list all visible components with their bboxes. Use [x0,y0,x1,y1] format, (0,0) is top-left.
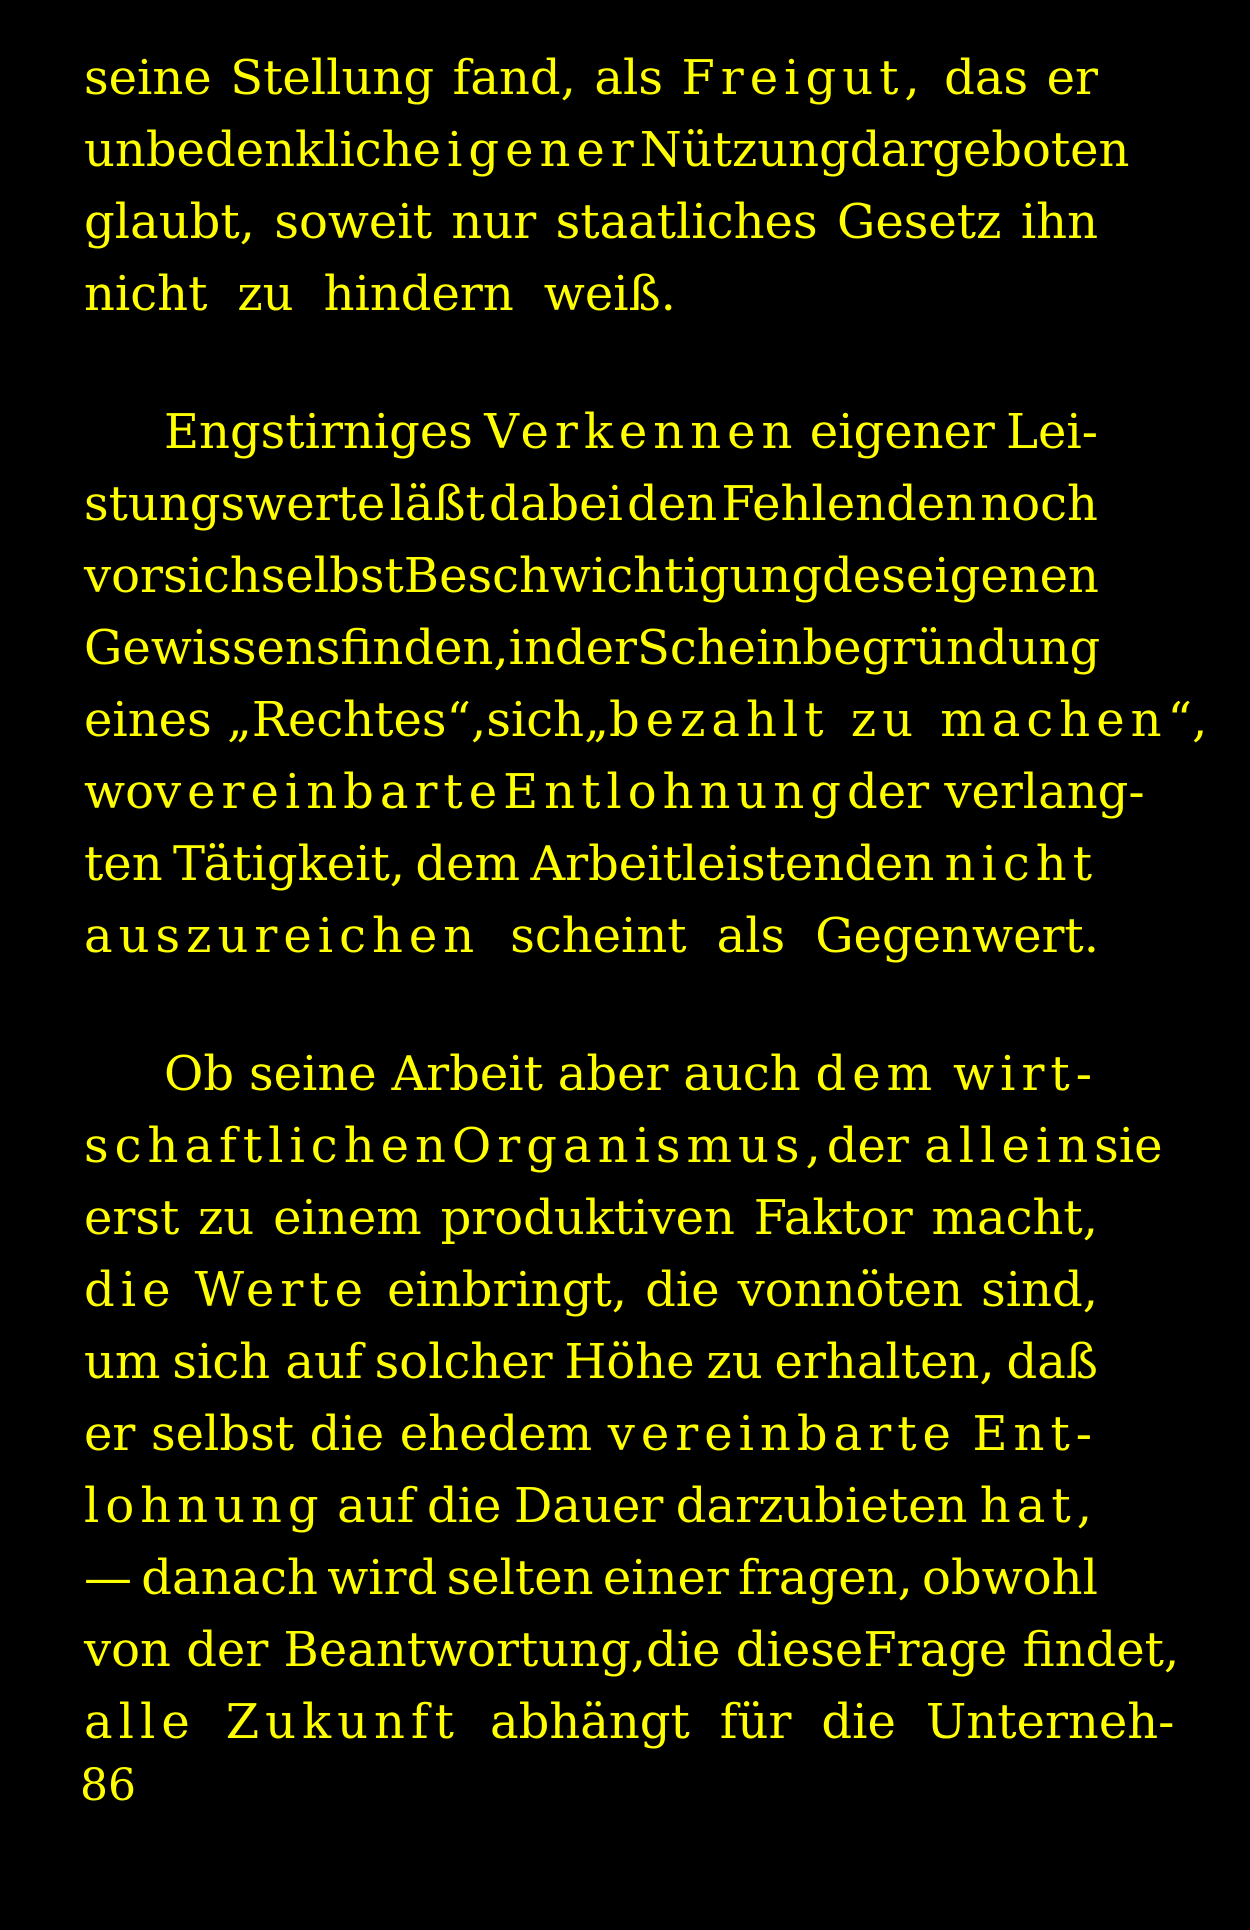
word: Frage findet, [863,1622,1180,1678]
word: den [627,476,718,532]
word: Faktor [753,1190,913,1246]
text-line [84,1614,1180,1686]
word: Nützung [639,122,850,178]
text-line [84,828,1098,900]
word-segment: nicht [944,836,1098,892]
word: Arbeit [391,1046,543,1102]
word: Fehlenden [721,476,977,532]
text-line [84,186,1098,258]
word: Beschwichtigung [403,548,823,604]
word: in [508,620,555,676]
word: für [719,1694,792,1750]
word: die [309,1406,385,1462]
word: Arbeitleistenden [530,836,935,892]
word: staatliches [555,194,818,250]
word: er [1046,50,1098,106]
word: stungswerte [84,476,386,532]
word: die [426,1478,502,1534]
word: glaubt, [84,194,255,250]
text-line [84,42,1098,114]
word: Gewissens [84,620,341,676]
text-line [84,1326,1098,1398]
word: eigener [809,404,995,460]
word [84,900,480,972]
word-segment: Organismus, [451,1118,827,1174]
word: um [84,1334,161,1390]
word: einbringt, [387,1262,627,1318]
word: sich auf [172,1334,363,1390]
word: selbst [150,1406,295,1462]
text-line [84,1110,1163,1182]
text-line [84,540,1098,612]
word: er [84,1406,136,1462]
word: zu [706,1334,763,1390]
word: Dauer [513,1478,664,1534]
word: einem [273,1190,422,1246]
word: auch [683,1046,801,1102]
word [973,1398,1098,1470]
text-line [84,258,1098,330]
word-segment: bezahlt zu machen [608,692,1168,748]
word-segment: Ent- [972,1406,1098,1462]
word: selten [446,1550,594,1606]
word: eigenen [905,548,1099,604]
word: danach [141,1550,318,1606]
word [84,1686,196,1758]
word: der [554,620,637,676]
word: die [645,1262,720,1318]
word: wird [327,1550,438,1606]
text-line [84,1686,1175,1758]
word: dem [415,836,521,892]
word-segment: wirt- [953,1046,1098,1102]
word: Lei- [1006,404,1098,460]
word-segment: Freigut, [681,50,926,106]
word: wo [84,764,154,820]
word: fand, [452,50,576,106]
word-segment: Zukunft [225,1694,460,1750]
word [953,1038,1098,1110]
word [452,1110,827,1182]
word-segment: hat, [979,1478,1098,1534]
word: Tätigkeit, [173,836,406,892]
word: des [822,548,906,604]
word: der verlang- [846,764,1145,820]
word: Gesetz [837,194,1002,250]
word: macht, [931,1190,1098,1246]
word-segment: eigener [412,122,640,178]
page-number: 86 [80,1760,136,1811]
word: Gegenwert. [815,908,1099,964]
word [503,756,847,828]
text-line [84,1038,1098,1110]
word: als [594,50,663,106]
word: Unterneh- [925,1694,1175,1750]
text-line [84,756,1145,828]
word [413,114,640,186]
text-line [84,1182,1098,1254]
word: zu [237,266,294,322]
word [584,684,1207,756]
word [484,396,798,468]
word: einer [602,1550,729,1606]
word-segment: dem [815,1046,939,1102]
word-segment: lohnung [84,1478,325,1534]
word: Ob [164,1046,235,1102]
word: selbst [260,548,404,604]
word-segment: die [84,1262,177,1318]
word: obwohl [922,1550,1098,1606]
word: Höhe [564,1334,695,1390]
word: seine [84,50,212,106]
word: scheint [510,908,687,964]
word: ihn [1020,194,1098,250]
paragraph [84,42,1130,330]
word: Engstirniges [164,404,473,460]
paragraph [84,396,1208,972]
word [681,42,925,114]
text-line [84,1470,1098,1542]
word: daß [1006,1334,1098,1390]
word: abhängt [489,1694,690,1750]
word: sich [162,548,261,604]
word: sind, [981,1262,1098,1318]
text-line [84,900,1098,972]
word: als [716,908,786,964]
word: seine [248,1046,377,1102]
word: Scheinbegründung [636,620,1101,676]
text-line [84,612,1101,684]
word: aber [557,1046,669,1102]
word-segment: Entlohnung [503,764,847,820]
word [980,1470,1098,1542]
word: ehedem [399,1406,593,1462]
word: das [944,50,1029,106]
word: erhalten, [774,1334,995,1390]
word [84,1470,325,1542]
word-segment: „ [584,692,609,748]
word: nur [451,194,537,250]
word [827,1110,1094,1182]
word-segment: der [826,1118,925,1174]
word [154,756,503,828]
word-segment: auszureichen [84,908,481,964]
word-segment: schaftlichen [84,1118,452,1174]
word: dabei [489,476,623,532]
paragraph [84,1038,1180,1758]
word: produktiven [440,1190,735,1246]
word: soweit [274,194,432,250]
word [945,828,1098,900]
word: sie [1094,1118,1163,1174]
word-segment: allein [924,1118,1095,1174]
word-segment: Verkennen [484,404,799,460]
word: auf [337,1478,415,1534]
word-segment: vereinbarte [153,764,504,820]
text-line [84,1542,1098,1614]
word: noch [980,476,1098,532]
word [195,1254,369,1326]
word-segment: Werte [194,1262,370,1318]
text-line [84,396,1098,468]
word-segment: alle [84,1694,196,1750]
word: unbedenklich [84,122,413,178]
word-segment: vereinbarte [607,1406,957,1462]
word: darzubieten [675,1478,968,1534]
paragraph-gap [84,972,1098,1038]
word: Stellung [230,50,435,106]
word: nicht [84,266,208,322]
word: die [821,1694,896,1750]
word: ten [84,836,163,892]
text-line [84,1254,1098,1326]
word: die diese [646,1622,864,1678]
page-text [84,42,1208,1758]
word [84,1254,176,1326]
word: dargeboten [849,122,1130,178]
word: zu [198,1190,255,1246]
word: vor [84,548,163,604]
word: vonnöten [737,1262,963,1318]
word [816,1038,939,1110]
word: — [84,1550,132,1606]
word [226,1686,460,1758]
word [608,1398,957,1470]
text-line [84,468,1098,540]
paragraph-gap [84,330,1098,396]
word-segment: “, [1167,692,1208,748]
word: finden, [340,620,509,676]
word: von der Beantwortung, [84,1622,647,1678]
text-line [84,114,1130,186]
word: weiß. [543,266,676,322]
word: erst [84,1190,180,1246]
word: läßt [389,476,485,532]
word: hindern [323,266,514,322]
word: solcher [374,1334,553,1390]
word: sich [486,692,585,748]
word [84,1110,452,1182]
text-line [84,1398,1098,1470]
text-line [84,684,1208,756]
word: eines „Rechtes“, [84,692,487,748]
word: fragen, [738,1550,913,1606]
